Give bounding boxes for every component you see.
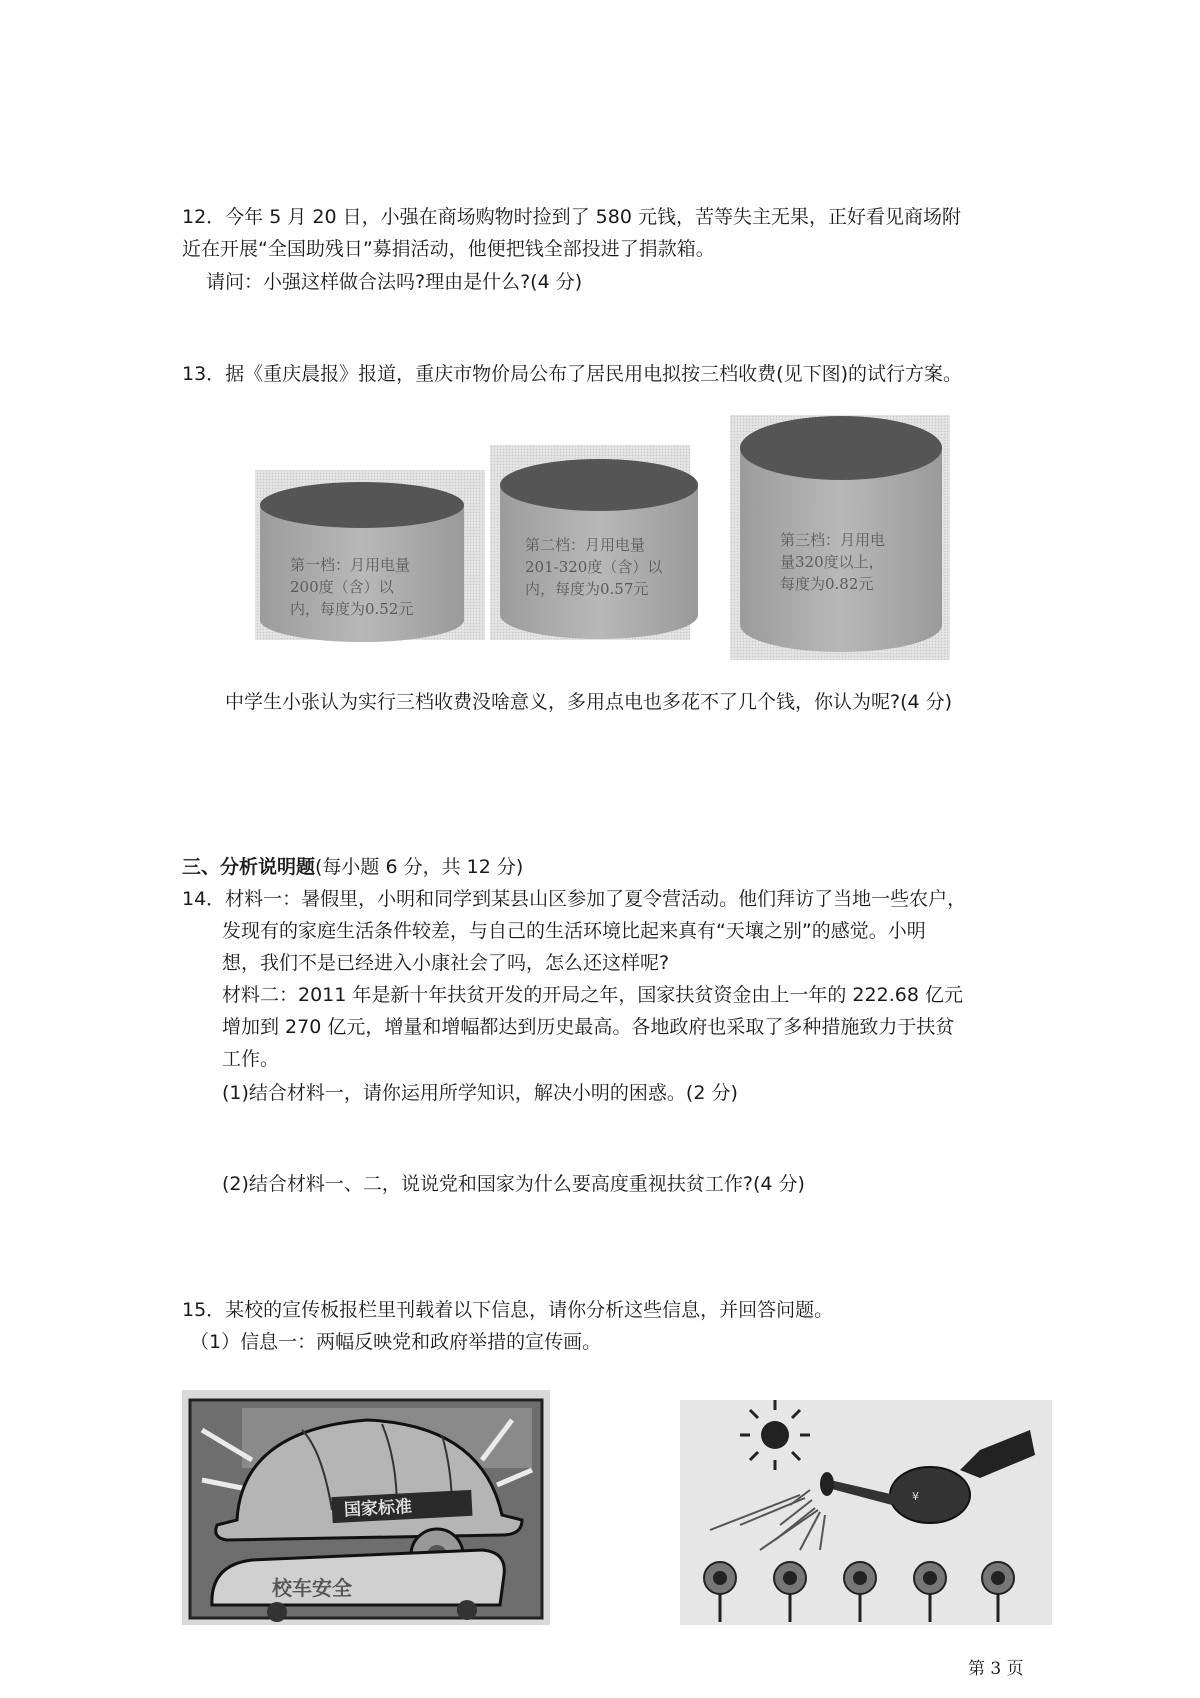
q14-line-2: 发现有的家庭生活条件较差，与自己的生活环境比起来真有“天壤之别”的感觉。小明 — [222, 920, 926, 942]
q14-line-3: 想，我们不是已经进入小康社会了吗，怎么还这样呢? — [222, 952, 670, 974]
q13-question: 中学生小张认为实行三档收费没啥意义，多用点电也多花不了几个钱，你认为呢?(4 分) — [225, 691, 953, 713]
page-number: 第 3 页 — [968, 1659, 1024, 1679]
q13-line-1: 13．据《重庆晨报》报道，重庆市物价局公布了居民用电拟按三档收费(见下图)的试行方案。 — [182, 363, 963, 385]
electricity-tier-figure — [250, 415, 960, 670]
tier-1-text-line-1: 第一档：月用电量 — [290, 556, 411, 574]
tier-2-cylinder — [500, 459, 698, 639]
q14-line-4: 材料二：2011 年是新十年扶贫开发的开局之年，国家扶贫资金由上一年的 222.68 亿元 — [222, 984, 963, 1006]
tier-3-cylinder — [740, 416, 942, 652]
q12-question: 请问：小强这样做合法吗?理由是什么?(4 分) — [206, 271, 583, 293]
tier-2-text-line-3: 内，每度为0.57元 — [525, 580, 649, 598]
section-3-score-note: (每小题 6 分，共 12 分) — [315, 856, 524, 878]
svg-text:¥: ¥ — [912, 1490, 919, 1503]
section-3-title: 三、分析说明题 — [182, 856, 316, 878]
tier-1-text-line-2: 200度（含）以 — [290, 578, 394, 596]
q14-line-5: 增加到 270 亿元，增量和增幅都达到历史最高。各地政府也采取了多种措施致力于扶贫 — [222, 1016, 955, 1038]
q14-line-1: 14．材料一：暑假里，小明和同学到某县山区参加了夏令营活动。他们拜访了当地一些农户， — [182, 888, 967, 910]
q15-line-1: 15．某校的宣传板报栏里刊载着以下信息，请你分析这些信息，并回答问题。 — [182, 1299, 834, 1321]
q12-line-2: 近在开展“全国助残日”募捐活动，他便把钱全部投进了捐款箱。 — [182, 238, 715, 260]
q12-line-1: 12．今年 5 月 20 日，小强在商场购物时捡到了 580 元钱，苦等失主无果，正好看见商场附 — [182, 206, 961, 228]
q15-line-2: （1）信息一：两幅反映党和政府举措的宣传画。 — [190, 1331, 602, 1353]
cartoon-helmet-school-bus — [182, 1390, 550, 1625]
tier-2-text-line-2: 201-320度（含）以 — [525, 558, 663, 576]
tier-3-text-line-3: 每度为0.82元 — [780, 575, 874, 593]
tier-1-cylinder — [260, 482, 464, 642]
section-3-heading — [182, 855, 523, 879]
helmet-label: 国家标准 — [343, 1496, 413, 1521]
tier-1-text-line-3: 内，每度为0.52元 — [290, 600, 414, 618]
tier-3-text-line-1: 第三档：月用电 — [780, 531, 886, 549]
tier-2-text-line-1: 第二档：月用电量 — [525, 536, 646, 554]
bus-side-text: 校车安全 — [272, 1576, 352, 1600]
tier-3-text-line-2: 量320度以上， — [780, 553, 884, 571]
q14-line-6: 工作。 — [222, 1048, 280, 1070]
q14-subquestion-1: (1)结合材料一，请你运用所学知识，解决小明的困惑。(2 分) — [222, 1082, 738, 1104]
cartoon-watering-flowers — [680, 1400, 1052, 1625]
q14-subquestion-2: (2)结合材料一、二，说说党和国家为什么要高度重视扶贫工作?(4 分) — [222, 1173, 805, 1195]
